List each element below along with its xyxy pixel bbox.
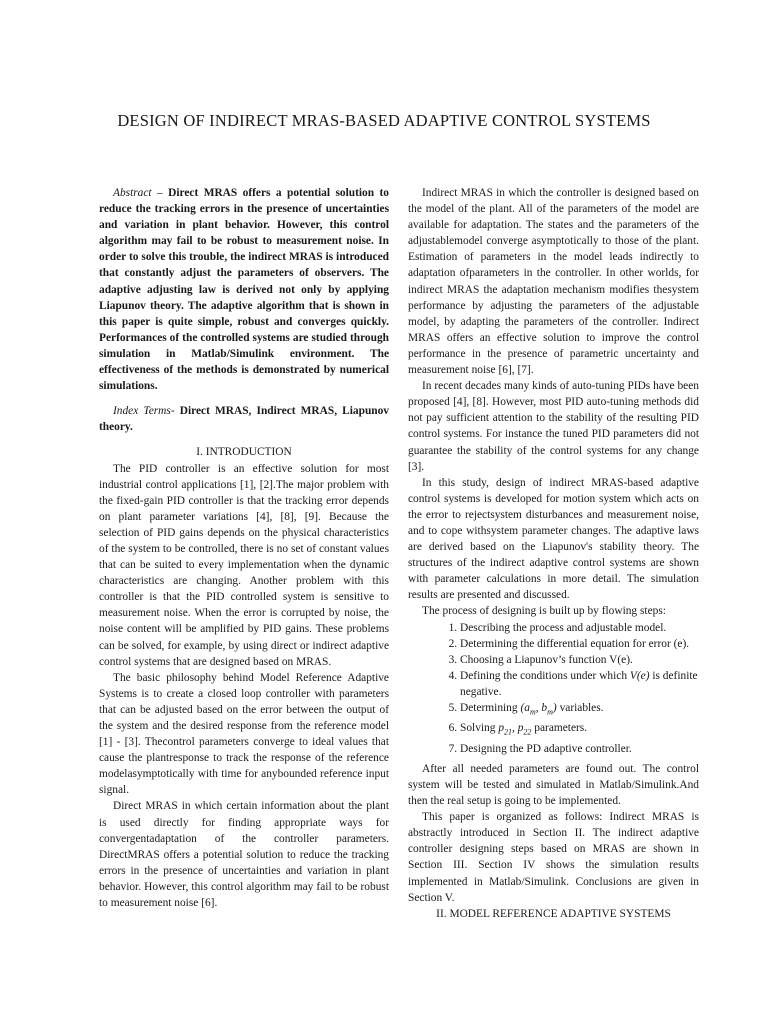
index-terms: [99, 403, 389, 435]
paper-title: DESIGN OF INDIRECT MRAS-BASED ADAPTIVE CONTROL SYSTEMS: [117, 111, 651, 130]
design-steps-list: [408, 620, 699, 757]
section-heading-mras: II. MODEL REFERENCE ADAPTIVE SYSTEMS: [436, 907, 671, 920]
right-column: [408, 185, 699, 922]
left-column: [99, 185, 389, 911]
list-item: 2. Determining the differential equation for error (e).: [460, 636, 699, 652]
intro-paragraph-8: After all needed parameters are found out. The control system will be tested and simulated in Matlab/Simulink.And then the real setup is going to be implemented.: [408, 762, 699, 808]
intro-paragraph-6: In this study, design of indirect MRAS-based adaptive control systems is developed for motion system which acts on the error to rejectsystem disturbances and measurement noise, and to cope withsystem parameter changes. The adaptive laws are derived based on the Liapunov's stability theory. The structures of the indirect adaptive control systems are shown with parameter calculations in more detail. The simulation results are presented and discussed.: [408, 476, 699, 602]
abstract: [99, 185, 389, 394]
intro-paragraph-2: The basic philosophy behind Model Reference Adaptive Systems is to create a closed loop controller with parameters that can be adjusted based on the error between the output of the system and the desired response from the reference model [1] - [3]. Thecontrol parameters converge to ideal values that cause the plantresponse to track the response of the reference modelasymptotically with time for anybounded reference input signal.: [99, 671, 389, 797]
list-item: 3. Choosing a Liapunov’s function V(e).: [460, 652, 699, 668]
math-v-of-e: V(e): [629, 669, 650, 682]
section-heading-introduction: I. INTRODUCTION: [196, 446, 292, 459]
list-item: 1. Describing the process and adjustable model.: [460, 620, 699, 636]
abstract-text: Direct MRAS offers a potential solution to reduce the tracking errors in the presence of uncertainties and variation in plant behavior. However, this control algorithm may fail to be robust to measurement noise. In order to solve this trouble, the indirect MRAS is introduced that constantly adjust the parameters of observers. The adaptive adjusting law is derived not only by applying Liapunov theory. The adaptive algorithm that is shown in this paper is quite simple, robust and converges quickly. Performances of the controlled systems are studied through simulation in Matlab/Simulink environment. The effectiveness of the methods is demonstrated by numerical simulations.: [99, 187, 389, 393]
intro-paragraph-9: This paper is organized as follows: Indirect MRAS is abstractly introduced in Section II. The indirect adaptive controller designing steps based on MRAS are shown in Section III. Section IV shows the simulation results implemented in Matlab/Simulink. Conclusions are given in Section V.: [408, 811, 699, 904]
list-item: 4. Defining the conditions under which V(e) is definite negative.: [460, 668, 699, 700]
intro-paragraph-5: In recent decades many kinds of auto-tuning PIDs have been proposed [4], [8]. However, most PID auto-tuning methods did not pay sufficient attention to the stability of the resulting PID control systems. For instance the tuned PID parameters did not guarantee the stability of the control systems for any change [3].: [408, 380, 699, 473]
intro-paragraph-4: Indirect MRAS in which the controller is designed based on the model of the plant. All of the parameters of the model are available for adaptation. The states and the parameters of the adjustablemodel converge asymptotically to those of the plant. Estimation of parameters in the model leads indirectly to adaptation ofparameters in the controller. In other worlds, for indirect MRAS the adaptation mechanism modifies thesystem performance by adjusting the parameters of the adjustable model, by adapting the parameters of the controller. Indirect MRAS offers an effective solution to improve the control performance in the presence of parametric uncertainty and measurement noise [6], [7].: [408, 187, 699, 377]
intro-paragraph-1: The PID controller is an effective solution for most industrial control applications [1], [2].The major problem with the fixed-gain PID controller is that the tracking error depends on plant parameter variations [4], [8], [9]. Because the selection of PID gains depends on the physical characteristics of the system to be controlled, there is no set of constant values that can be suited to every implementation when the dynamic characteristics are changing. Another problem with this controller is that the PID controlled system is sensitive to measurement noise. When the error is corrupted by noise, the noise content will be amplified by PID gains. These problems can be solved, for example, by using direct or indirect adaptive control systems that are designed based on MRAS.: [99, 462, 389, 668]
index-terms-text: Direct MRAS, Indirect MRAS, Liapunov theory.: [99, 405, 389, 434]
math-p21-p22: $p_{21}$, $p_{22}$: [498, 722, 532, 737]
intro-paragraph-3: Direct MRAS in which certain information about the plant is used directly for finding appropriate ways for convergentadaptation of the controller parameters. DirectMRAS offers a potential solution to reduce the tracking errors in the presence of uncertainties and variation in plant behavior. However, this control algorithm may fail to be robust to measurement noise [6].: [99, 800, 389, 910]
index-terms-label: Index Terms-: [113, 405, 175, 418]
intro-paragraph-7: The process of designing is built up by flowing steps:: [422, 605, 666, 618]
list-item: 6. Solving $p_{21}$, $p_{22}$ parameters.: [460, 720, 699, 740]
abstract-label: Abstract –: [113, 187, 163, 199]
math-am-bm: ($a_m$, $b_m$): [520, 702, 557, 717]
list-item: 5. Determining ($a_m$, $b_m$) variables.: [460, 700, 699, 720]
list-item: 7. Designing the PD adaptive controller.: [460, 741, 699, 757]
